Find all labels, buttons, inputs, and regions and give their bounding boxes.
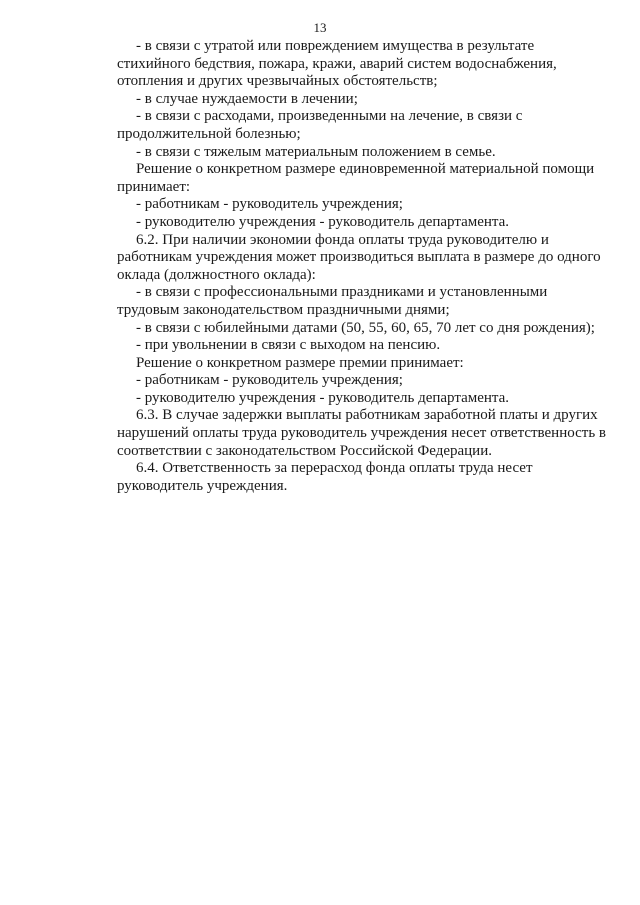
page-number: 13 [313, 20, 327, 35]
paragraph-holidays: - в связи с профессиональными праздниками и установленными трудовым законодательством праздничными днями; [117, 284, 548, 318]
paragraph-bonus-head: - руководителю учреждения - руководитель департамента. [136, 389, 510, 406]
paragraph-medical-need: - в случае нуждаемости в лечении; [136, 90, 358, 107]
paragraph-retirement: - при увольнении в связи с выходом на пенсию. [136, 337, 441, 354]
paragraph-bonus-decision: Решение о конкретном размере премии принимает: [136, 354, 464, 371]
paragraph-section-6-3: 6.3. В случае задержки выплаты работникам заработной платы и других нарушений оплаты труда руководитель учреждения несет ответственность в соответствии с законодательством Российской Федерации. [117, 407, 607, 459]
paragraph-aid-decision: Решение о конкретном размере единовременной материальной помощи принимает: [117, 161, 595, 195]
paragraph-bonus-employees: - работникам - руководитель учреждения; [136, 372, 403, 389]
paragraph-section-6-2: 6.2. При наличии экономии фонда оплаты труда руководителю и работникам учреждения может производиться выплата в размере до одного оклада (должностного оклада): [117, 231, 601, 283]
paragraph-aid-employees: - работникам - руководитель учреждения; [136, 196, 403, 213]
paragraph-aid-head: - руководителю учреждения - руководитель департамента. [136, 213, 510, 230]
paragraph-anniversaries: - в связи с юбилейными датами (50, 55, 60, 65, 70 лет со дня рождения); [136, 319, 595, 336]
paragraph-property-loss: - в связи с утратой или повреждением имущества в результате стихийного бедствия, пожара, кражи, аварий систем водоснабжения, отопления и других чрезвычайных обстоятельств; [117, 38, 557, 90]
paragraph-hardship: - в связи с тяжелым материальным положением в семье. [136, 143, 496, 160]
document-body [117, 38, 609, 495]
paragraph-section-6-4: 6.4. Ответственность за перерасход фонда оплаты труда несет руководитель учреждения. [117, 460, 533, 494]
paragraph-treatment-expenses: - в связи с расходами, произведенными на лечение, в связи с продолжительной болезнью; [117, 108, 523, 142]
